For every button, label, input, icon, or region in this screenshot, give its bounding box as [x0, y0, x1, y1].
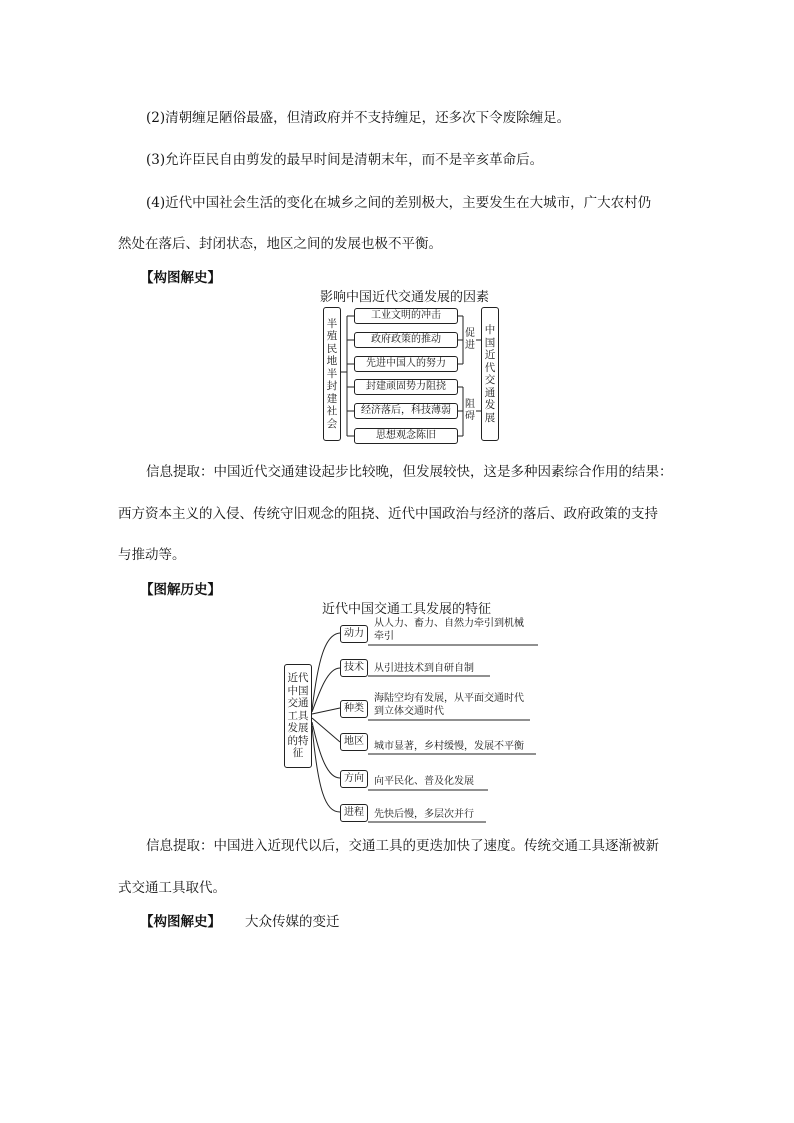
branch-process: 进程	[340, 804, 368, 822]
factor-government-policy: 政府政策的推动	[354, 332, 458, 348]
section1-info-line1: 信息提取：中国近代交通建设起步比较晚，但发展较快，这是多种因素综合作用的结果：	[146, 464, 673, 480]
branch-direction: 方向	[340, 770, 368, 788]
section1-info-line2: 西方资本主义的入侵、传统守旧观念的阻挠、近代中国政治与经济的落后、政府政策的支持	[118, 506, 658, 522]
factor-industrial-civilization: 工业文明的冲击	[354, 308, 458, 324]
branch-region-desc: 城市显著，乡村缓慢，发展不平衡	[374, 741, 524, 752]
section1-info-line3: 与推动等。	[118, 547, 186, 563]
factor-advanced-chinese: 先进中国人的努力	[354, 356, 458, 372]
paragraph-3: (3)允许臣民自由剪发的最早时间是清朝末年，而不是辛亥革命后。	[146, 152, 544, 168]
transport-features-root-box: 近代 中国 交通 工具 发展 的特 征	[284, 664, 312, 768]
factor-feudal-obstruction: 封建顽固势力阻挠	[354, 379, 458, 395]
section2-info-line2: 式交通工具取代。	[118, 880, 226, 896]
branch-power: 动力	[340, 625, 368, 643]
promote-label: 促 进	[465, 328, 475, 351]
paragraph-4-line1: (4)近代中国社会生活的变化在城乡之间的差别极大，主要发生在大城市，广大农村仍	[146, 195, 652, 211]
section2-info-line1: 信息提取：中国进入近现代以后，交通工具的更迭加快了速度。传统交通工具逐渐被新	[146, 838, 659, 854]
section1-heading: 【构图解史】	[140, 270, 221, 286]
china-transport-label-box: 中 国 近 代 交 通 发 展	[481, 307, 499, 441]
hinder-label: 阻 碍	[465, 399, 475, 422]
diagram1-title: 影响中国近代交通发展的因素	[320, 290, 490, 305]
paragraph-2: (2)清朝缠足陋俗最盛，但清政府并不支持缠足，还多次下令废除缠足。	[146, 110, 571, 126]
branch-types-desc: 海陆空均有发展，从平面交通时代 到立体交通时代	[374, 693, 524, 717]
branch-power-desc: 从人力、畜力、自然力牵引到机械 牵引	[374, 618, 524, 642]
branch-technology: 技术	[340, 659, 368, 677]
factor-old-thinking: 思想观念陈旧	[354, 428, 458, 444]
branch-types: 种类	[340, 700, 368, 718]
paragraph-4-line2: 然处在落后、封闭状态，地区之间的发展也极不平衡。	[118, 236, 442, 252]
section2-heading: 【图解历史】	[140, 582, 221, 598]
section3-subtitle: 大众传媒的变迁	[245, 914, 340, 930]
semi-colonial-label-box: 半 殖 民 地 半 封 建 社 会	[323, 307, 341, 441]
branch-region: 地区	[340, 733, 368, 751]
branch-technology-desc: 从引进技术到自研自制	[374, 663, 474, 674]
section3-heading: 【构图解史】	[140, 914, 221, 930]
diagram2-title: 近代中国交通工具发展的特征	[322, 602, 492, 617]
branch-direction-desc: 向平民化、普及化发展	[374, 776, 474, 787]
branch-process-desc: 先快后慢，多层次并行	[374, 809, 474, 820]
factor-economic-backward: 经济落后，科技薄弱	[354, 403, 458, 419]
